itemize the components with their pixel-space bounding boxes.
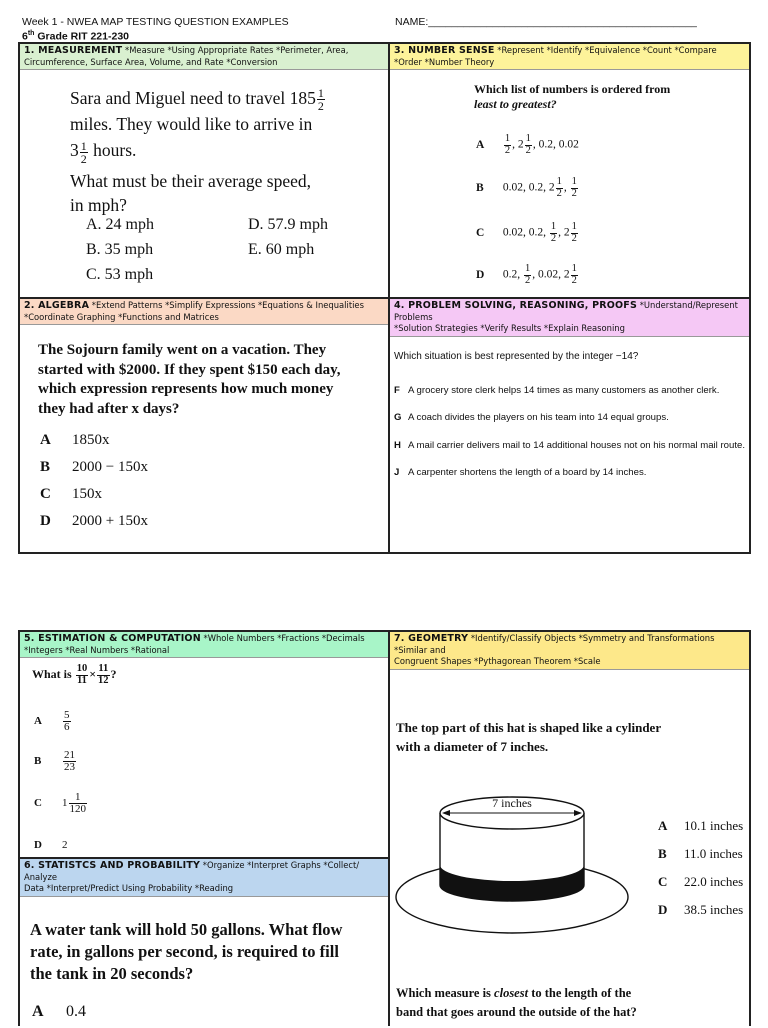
numerator: 1 [550, 221, 557, 232]
section-title: 4. PROBLEM SOLVING, REASONING, PROOFS [394, 300, 638, 311]
answer-choice[interactable] [658, 818, 743, 834]
mixed-whole: 2 [563, 226, 570, 239]
mixed-whole: 3 [70, 140, 79, 161]
question-text [30, 919, 388, 985]
answer-choice[interactable] [34, 710, 72, 733]
decimal: 0.2 [502, 268, 518, 281]
choice-text: 11.0 inches [684, 846, 743, 861]
section-estimation [20, 632, 388, 857]
decimal: 0.02 [558, 138, 579, 151]
choice-letter: D [40, 513, 51, 529]
section-title: 3. NUMBER SENSE [394, 45, 495, 56]
section-tags: *Identify/Classify Objects *Symmetry and Transformations *Similar and [394, 633, 715, 655]
choice-text: 2000 + 150x [72, 513, 148, 529]
decimal: 0.02 [538, 268, 559, 281]
denominator: 2 [525, 144, 531, 156]
decimal: 0.02 [502, 181, 523, 194]
fraction [504, 134, 511, 156]
fraction [524, 264, 531, 286]
answer-choice[interactable] [476, 177, 579, 199]
denominator: 2 [571, 232, 577, 244]
numerator: 1 [571, 221, 577, 232]
choice-letter: C [658, 874, 668, 889]
grade-number: 6 [22, 30, 28, 43]
section-header [20, 299, 388, 325]
answer-choice[interactable]: A. 24 mph [86, 216, 154, 233]
denominator: 6 [64, 721, 70, 733]
grade-sup: th [27, 30, 35, 37]
choice-text: 38.5 inches [684, 902, 744, 917]
section-tags: *Integers *Real Numbers *Rational [24, 644, 170, 655]
denominator: 11 [76, 674, 87, 686]
question-line: to the length of the [528, 986, 632, 1000]
separator: , [512, 138, 518, 151]
separator: , [543, 226, 549, 239]
answer-choice[interactable] [32, 1003, 86, 1021]
question-line: Which measure is [396, 986, 495, 1000]
denominator: 2 [550, 232, 557, 244]
numerator: 1 [317, 86, 324, 101]
fraction [97, 664, 110, 686]
question-line: the tank in 20 seconds? [30, 964, 194, 983]
answer-choice[interactable] [34, 839, 68, 851]
section-title: 2. ALGEBRA [24, 300, 90, 311]
section-header [20, 859, 388, 897]
section-header [20, 44, 388, 70]
choice-letter: B [476, 181, 484, 194]
answer-choice[interactable] [40, 513, 148, 530]
name-field[interactable] [395, 16, 697, 28]
choice-letter: C [40, 486, 51, 502]
section-tags: *Coordinate Graphing *Functions and Matrices [24, 311, 219, 322]
answer-choice[interactable] [34, 792, 88, 815]
choice-text: A coach divides the players on his team into 14 equal groups. [408, 412, 669, 423]
choice-letter: D [34, 839, 42, 851]
numerator: 1 [571, 263, 577, 274]
choice-text: 22.0 inches [684, 874, 744, 889]
question-line: Which list of numbers is ordered from [474, 82, 671, 96]
hat-diagram [390, 777, 650, 957]
question-line: which expression represents how much money [38, 381, 334, 397]
answer-choice[interactable] [394, 385, 719, 396]
numerator: 10 [76, 663, 88, 674]
choice-letter: A [476, 138, 485, 151]
separator: , [532, 138, 539, 151]
question-line: The top part of this hat is shaped like a cylinder [396, 720, 662, 735]
fraction [76, 664, 89, 686]
choice-letter: B [40, 459, 51, 475]
question-line: The Sojourn family went on a vacation. They [38, 342, 327, 358]
answer-choice[interactable] [476, 134, 579, 156]
section-tags: Data *Interpret/Predict Using Probability *Reading [24, 883, 234, 893]
fraction [69, 792, 88, 815]
numerator: 1 [525, 133, 531, 144]
denominator: 2 [504, 144, 511, 156]
section-tags: *Solution Strategies *Verify Results *Explain Reasoning [394, 323, 625, 333]
choice-text: A carpenter shortens the length of a board by 14 inches. [408, 467, 647, 478]
numerator: 11 [98, 663, 109, 674]
choice-letter: J [394, 467, 400, 478]
fraction [550, 222, 557, 244]
numerator: 5 [64, 709, 70, 721]
section-algebra [20, 299, 388, 552]
decimal: 0.2 [528, 181, 544, 194]
answer-choice[interactable] [476, 222, 579, 244]
choice-text: 150x [72, 486, 102, 502]
choice-letter: A [32, 1003, 44, 1020]
question-suffix: ? [110, 666, 117, 681]
choice-letter: A [658, 818, 668, 833]
choice-letter: F [394, 385, 400, 396]
separator: , [543, 181, 549, 194]
question-text [38, 341, 383, 419]
choice-text: 2000 − 150x [72, 459, 148, 475]
section-title: 6. STATISTCS AND PROBABILITY [24, 860, 201, 871]
section-title: 1. MEASUREMENT [24, 45, 123, 56]
section-tags: *Represent *Identify *Equivalence *Count *Compare [494, 45, 717, 55]
times-sign: × [89, 666, 97, 681]
denominator: 2 [80, 151, 87, 166]
decimal: 0.02 [502, 226, 523, 239]
separator: , [558, 268, 564, 281]
choice-letter: D [476, 268, 485, 281]
answer-choice[interactable]: D. 57.9 mph [248, 216, 328, 233]
fraction [525, 134, 532, 156]
answer-choice[interactable] [476, 264, 579, 286]
section-header [20, 632, 388, 658]
question-line: with a diameter of 7 inches. [396, 739, 549, 754]
section-tags: *Order *Number Theory [394, 56, 495, 67]
question-line: rate, in gallons per second, is required to fill [30, 942, 339, 961]
question-line: in mph? [70, 194, 127, 215]
answer-choice[interactable] [394, 440, 745, 451]
question-text: Which situation is best represented by the integer −14? [394, 351, 639, 362]
fraction [571, 177, 578, 199]
choice-letter: B [34, 755, 42, 768]
fraction [63, 710, 71, 733]
section-statistics [20, 859, 388, 1028]
question-line: band that goes around the outside of the hat? [396, 1005, 637, 1019]
section-tags: *Whole Numbers *Fractions *Decimals [200, 633, 365, 643]
mixed-whole: 2 [517, 138, 524, 151]
section-number-sense [390, 44, 749, 297]
denominator: 2 [317, 99, 324, 114]
mixed-whole: 2 [563, 268, 570, 281]
fraction [317, 87, 325, 112]
choice-letter: A [40, 432, 51, 448]
fraction [63, 750, 76, 773]
bottom-grid [18, 630, 751, 1026]
denominator: 2 [556, 187, 562, 199]
choice-letter: D [658, 902, 668, 917]
question-line: least to greatest? [474, 97, 557, 111]
choice-text: 1850x [72, 432, 110, 448]
question-text [32, 664, 117, 686]
choice-letter: G [394, 412, 402, 423]
answer-choice[interactable]: B. 35 mph [86, 241, 154, 258]
numerator: 1 [80, 138, 87, 153]
choice-letter: A [34, 715, 42, 728]
answer-choice[interactable] [394, 467, 646, 478]
numerator: 21 [64, 749, 75, 761]
section-header [390, 299, 749, 337]
name-label: NAME: [395, 16, 429, 28]
question-line: started with $2000. If they spent $150 each day, [38, 361, 341, 378]
choice-text: 10.1 inches [684, 818, 744, 833]
denominator: 2 [525, 274, 531, 286]
denominator: 2 [571, 274, 577, 286]
worksheet-title [22, 16, 289, 28]
question-line: Sara and Miguel need to travel 185 [70, 88, 316, 108]
choice-text: 2 [62, 839, 68, 851]
fraction [80, 140, 88, 165]
answer-choice[interactable] [40, 432, 110, 449]
denominator: 2 [571, 187, 577, 199]
numerator: 1 [504, 133, 511, 144]
grade-line [22, 28, 129, 43]
section-title: 5. ESTIMATION & COMPUTATION [24, 633, 201, 644]
choice-text: A grocery store clerk helps 14 times as many customers as another clerk. [408, 385, 720, 396]
answer-choice[interactable] [658, 902, 743, 918]
answer-choice[interactable] [40, 486, 102, 503]
denominator: 12 [98, 674, 109, 686]
choice-letter: B [658, 846, 667, 861]
question-text [70, 86, 370, 217]
numerator: 1 [556, 176, 562, 187]
separator: , [523, 226, 529, 239]
section-header [390, 44, 749, 70]
denominator: 120 [69, 803, 86, 815]
choice-letter: C [476, 226, 485, 239]
separator: , [563, 181, 570, 194]
section-tags: *Extend Patterns *Simplify Expressions *Equations & Inequalities [89, 300, 364, 310]
question-line: What must be their average speed, [70, 170, 312, 191]
section-tags: *Understand/Represent Problems [394, 300, 738, 322]
question-emphasis: closest [494, 986, 529, 1000]
answer-choice[interactable]: E. 60 mph [248, 241, 315, 258]
answer-choice[interactable] [394, 412, 669, 423]
answer-choice[interactable] [658, 874, 743, 890]
section-measurement [20, 44, 388, 297]
fraction [571, 222, 578, 244]
mixed-whole: 2 [548, 181, 555, 194]
numerator: 1 [571, 176, 577, 187]
separator: , [532, 268, 538, 281]
numerator: 1 [69, 792, 88, 804]
answer-choice[interactable] [40, 459, 148, 476]
diameter-label: 7 inches [492, 796, 532, 810]
choice-letter: C [34, 797, 42, 810]
fraction [571, 264, 578, 286]
section-tags: Congruent Shapes *Pythagorean Theorem *Scale [394, 656, 601, 666]
decimal: 0.2 [528, 226, 544, 239]
section-title: 7. GEOMETRY [394, 633, 469, 644]
name-line[interactable]: ______________________________________________ [428, 16, 697, 28]
question-prefix: What is [32, 666, 75, 681]
section-tags: *Measure *Using Appropriate Rates *Perimeter, Area, [122, 45, 349, 55]
section-header [390, 632, 749, 670]
section-tags: *Organize *Interpret Graphs *Collect/ Analyze [24, 860, 360, 882]
section-geometry [390, 632, 749, 1028]
separator: , [553, 138, 559, 151]
section-tags: Circumference, Surface Area, Volume, and Rate *Conversion [24, 56, 278, 67]
question-line: A water tank will hold 50 gallons. What flow [30, 920, 343, 939]
choice-letter: H [394, 440, 401, 451]
question-line: miles. They would like to arrive in [70, 114, 313, 135]
mixed-whole: 1 [62, 797, 68, 810]
choice-text: 0.4 [66, 1003, 86, 1020]
separator: , [523, 181, 529, 194]
section-problem-solving [390, 299, 749, 552]
question-text [396, 984, 637, 1022]
worksheet-title-text: Week 1 - NWEA MAP TESTING QUESTION EXAMPLES [22, 16, 289, 28]
choice-text: A mail carrier delivers mail to 14 additional houses not on his normal mail route. [408, 440, 746, 451]
question-line: they had after x days? [38, 400, 180, 417]
question-text [396, 718, 661, 756]
question-text [474, 82, 670, 112]
denominator: 23 [64, 761, 75, 773]
answer-choice[interactable] [658, 846, 743, 862]
separator: , [558, 226, 564, 239]
question-line: hours. [88, 140, 137, 161]
answer-choice[interactable] [34, 750, 77, 773]
answer-choice[interactable]: C. 53 mph [86, 266, 154, 283]
grade-rest: Grade RIT 221-230 [34, 30, 129, 43]
numerator: 1 [525, 263, 531, 274]
top-grid [18, 42, 751, 554]
fraction [556, 177, 563, 199]
separator: , [517, 268, 523, 281]
decimal: 0.2 [538, 138, 553, 151]
